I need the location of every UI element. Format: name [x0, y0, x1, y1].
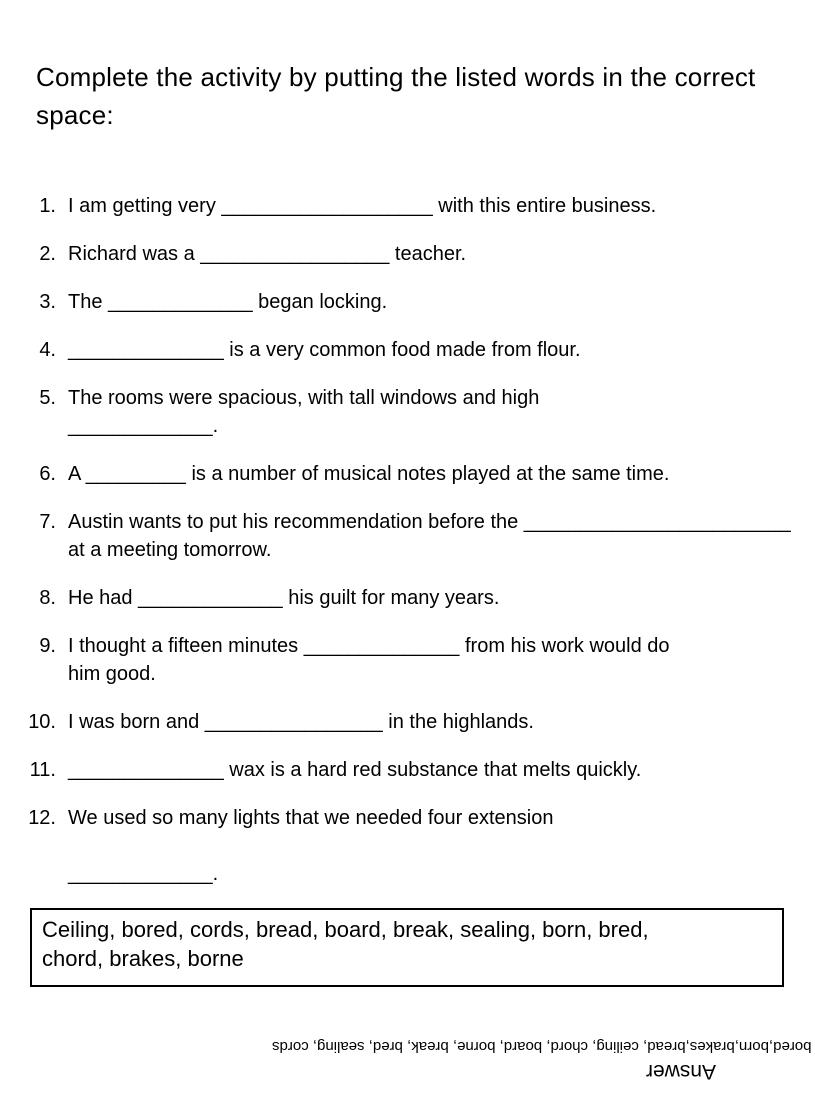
question-text [68, 632, 670, 688]
question-line: at a meeting tomorrow. [68, 539, 272, 561]
question-line-with-blank: He had _____________ his guilt for many years. [68, 587, 500, 609]
question-line [68, 832, 553, 860]
question-number: 1. [39, 195, 56, 217]
question-line-with-blank: Richard was a _________________ teacher. [68, 243, 467, 265]
question-item [0, 460, 815, 488]
question-number: 3. [39, 291, 56, 313]
question-text [68, 460, 669, 488]
question-item [0, 756, 815, 784]
question-line: The rooms were spacious, with tall windows and high [68, 387, 540, 409]
question-item [0, 384, 815, 440]
question-number: 5. [39, 387, 56, 409]
question-line: We used so many lights that we needed four extension [68, 807, 554, 829]
question-line-with-blank: ______________ wax is a hard red substance that melts quickly. [68, 759, 642, 781]
question-item [0, 508, 815, 564]
question-item [0, 708, 815, 736]
word-bank-line: chord, brakes, borne [42, 946, 244, 971]
question-text [68, 384, 539, 440]
answer-key-label: Answer [645, 1060, 716, 1083]
question-line-with-blank: _____________. [68, 415, 219, 437]
question-line-with-blank: I thought a fifteen minutes ______________ from his work would do [68, 635, 670, 657]
question-text [68, 240, 466, 268]
question-item [0, 584, 815, 612]
question-number: 9. [39, 635, 56, 657]
question-line-with-blank: I am getting very ___________________ with this entire business. [68, 195, 657, 217]
question-number: 2. [39, 243, 56, 265]
question-text [68, 708, 534, 736]
question-text [68, 192, 656, 220]
question-text [68, 288, 387, 316]
question-number: 11. [29, 759, 56, 781]
question-line: him good. [68, 663, 156, 685]
word-bank-line: Ceiling, bored, cords, bread, board, break, sealing, born, bred, [42, 917, 649, 942]
question-line-with-blank: Austin wants to put his recommendation before the ________________________ [68, 511, 791, 533]
question-number: 6. [39, 463, 56, 485]
instructions-text: Complete the activity by putting the listed words in the correct space: [36, 62, 756, 130]
answer-key-words: bored,born,brakes,bread, ceiling, chord, board, borne, break, bred, sealing, cords [271, 1038, 811, 1055]
question-number: 10. [28, 711, 56, 733]
question-number: 12. [28, 807, 56, 829]
question-list [0, 192, 815, 888]
question-line-with-blank: ______________ is a very common food made from flour. [68, 339, 581, 361]
question-item [0, 632, 815, 688]
question-line-with-blank: The _____________ began locking. [68, 291, 388, 313]
question-text [68, 804, 553, 888]
question-item [0, 336, 815, 364]
question-text [68, 756, 641, 784]
question-text [68, 336, 581, 364]
question-line-with-blank: A _________ is a number of musical notes played at the same time. [68, 463, 670, 485]
question-number: 8. [39, 587, 56, 609]
question-text [68, 584, 499, 612]
question-line-with-blank: I was born and ________________ in the highlands. [68, 711, 534, 733]
question-text [68, 508, 791, 564]
question-number: 4. [39, 339, 56, 361]
question-item [0, 804, 815, 888]
question-line-with-blank: _____________. [68, 863, 219, 885]
question-item [0, 288, 815, 316]
question-number: 7. [39, 511, 56, 533]
question-item [0, 240, 815, 268]
word-bank-box [30, 908, 784, 987]
question-item [0, 192, 815, 220]
